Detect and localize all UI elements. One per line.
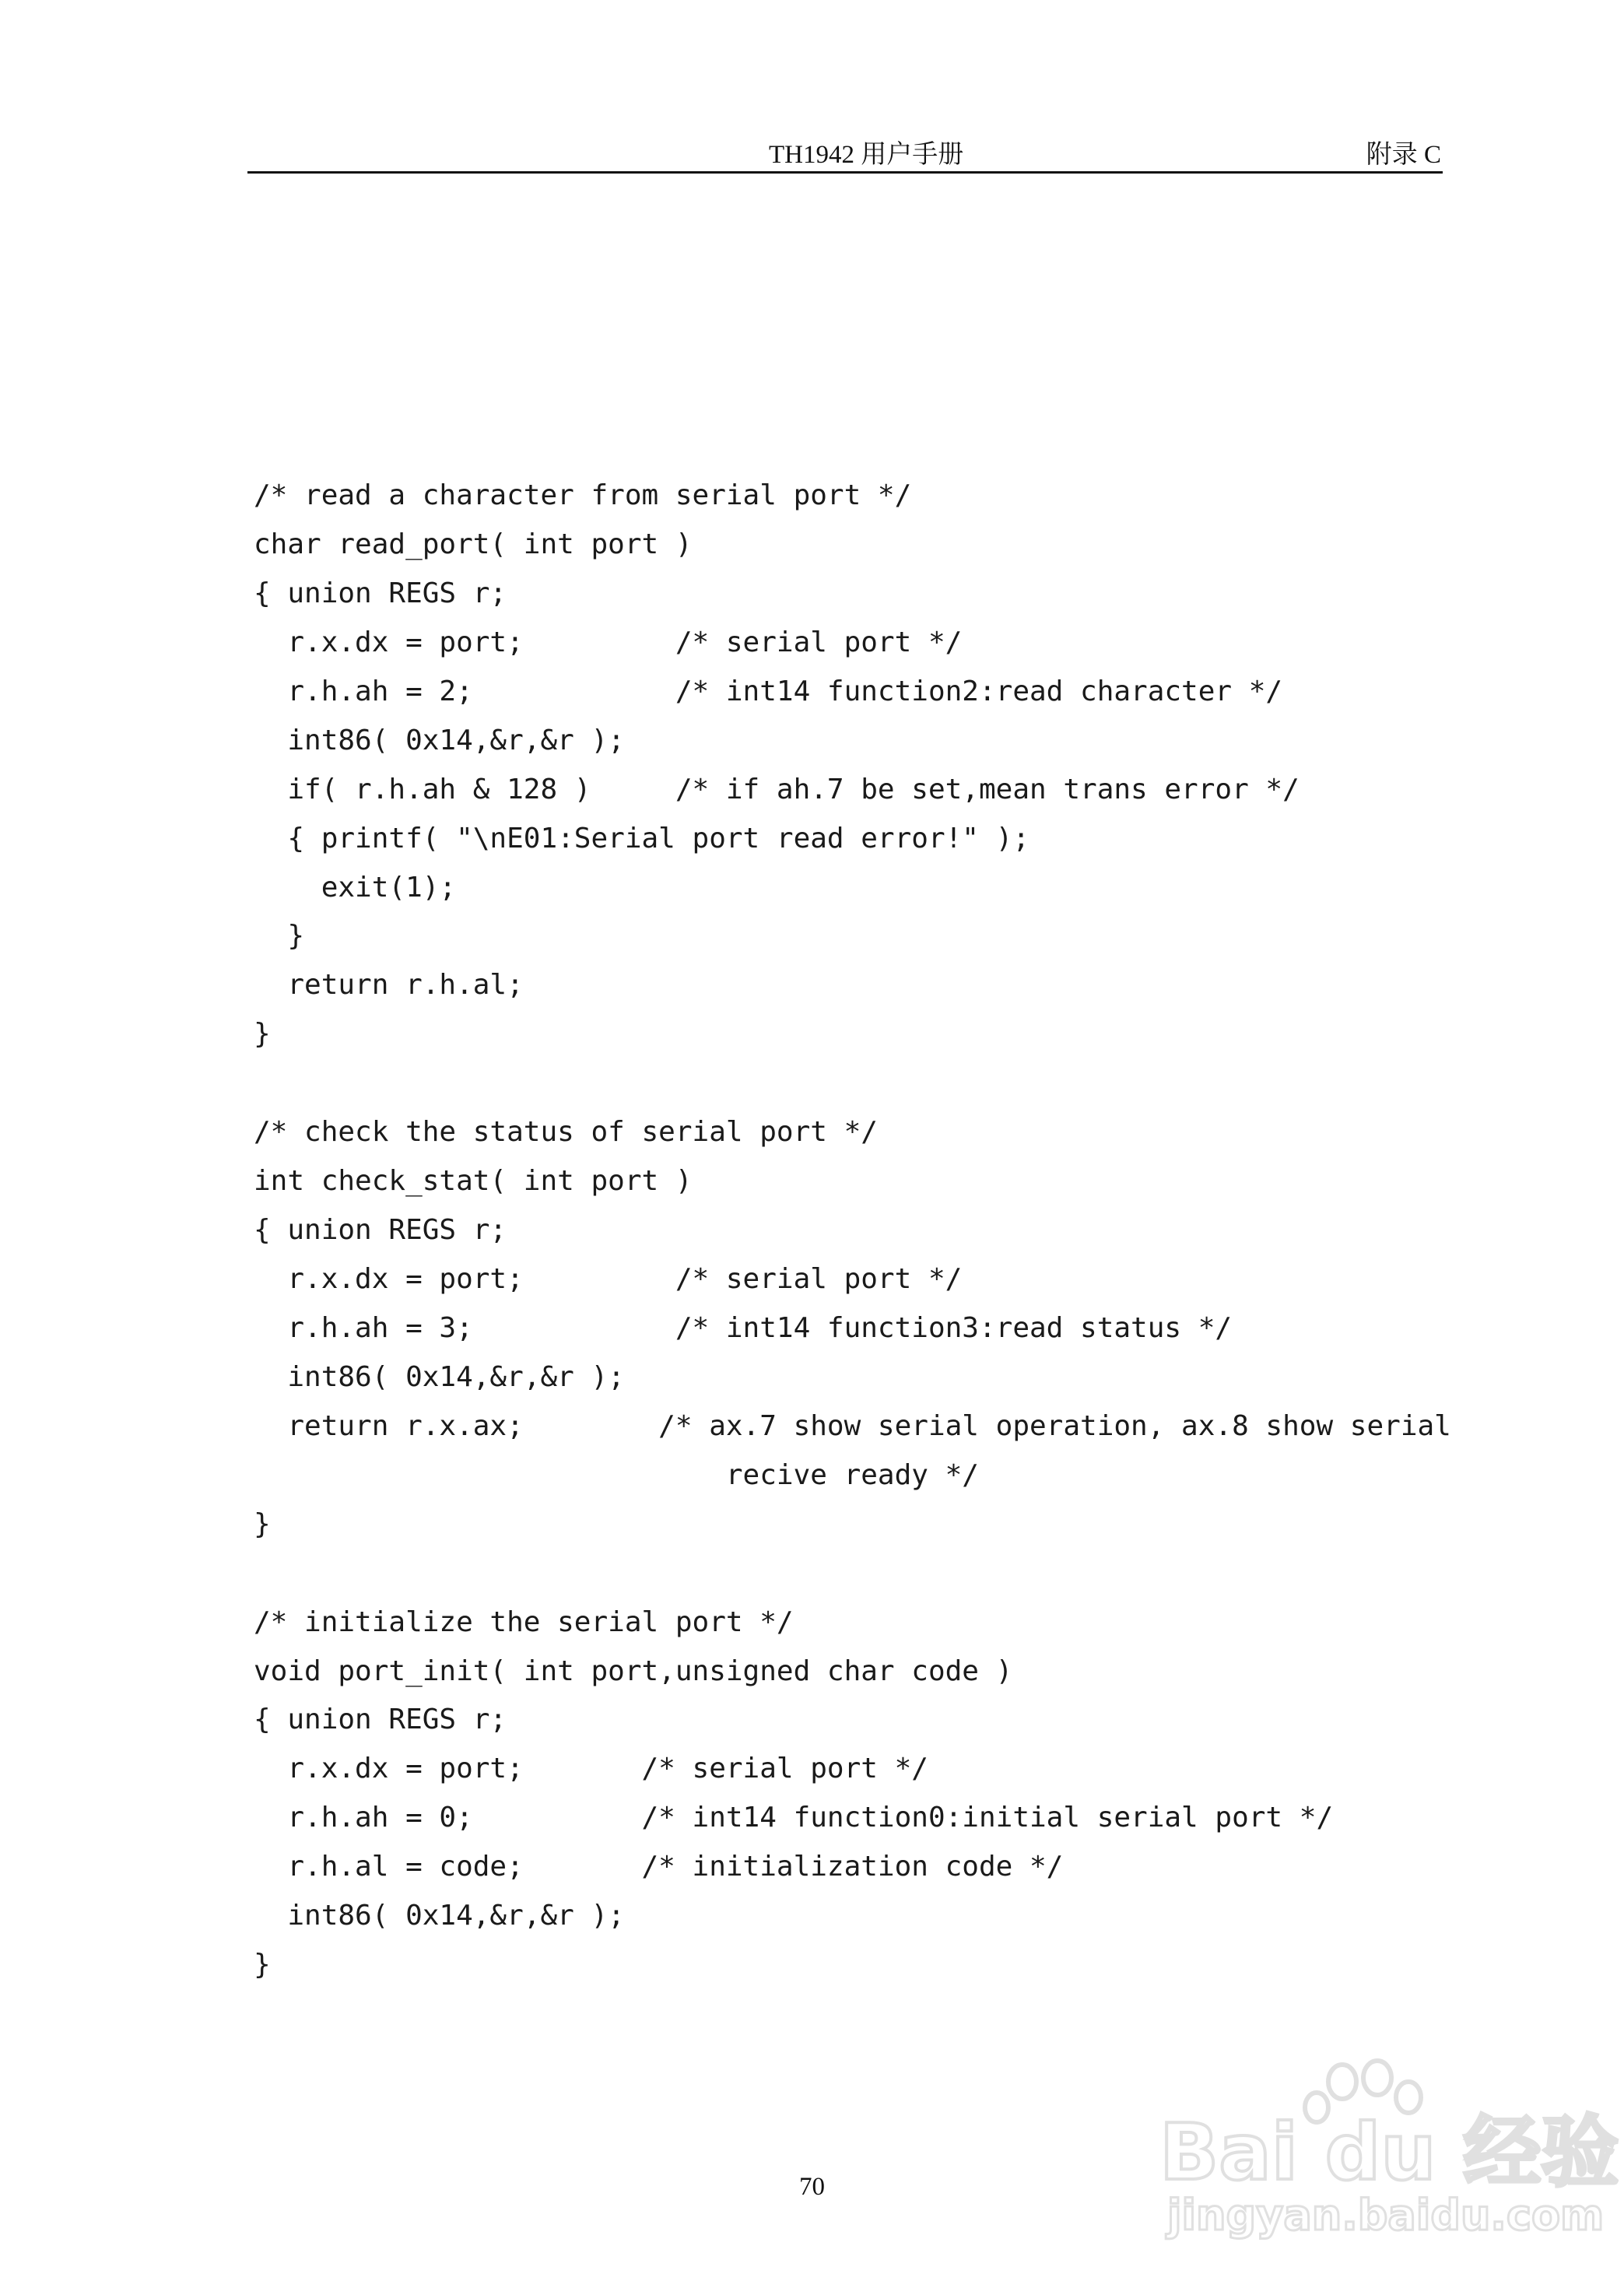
code-line: { union REGS r; — [254, 1704, 507, 1736]
code-line: /* initialize the serial port */ — [254, 1605, 794, 1638]
code-line: } — [254, 1507, 271, 1540]
code-line: /* read a character from serial port */ — [254, 479, 912, 511]
code-listing — [254, 472, 1451, 1990]
code-line: exit(1); — [254, 871, 457, 904]
header-rule — [247, 171, 1443, 174]
code-line: r.h.al = code; /* initialization code */ — [254, 1851, 1064, 1883]
code-line: r.x.dx = port; /* serial port */ — [254, 1753, 928, 1785]
code-line: int86( 0x14,&r,&r ); — [254, 724, 625, 756]
code-line — [254, 1059, 1451, 1108]
code-line: } — [254, 920, 305, 953]
watermark-url-text: jingyan.baidu.com — [1167, 2191, 1605, 2240]
code-line: } — [254, 1949, 271, 1981]
code-line: { union REGS r; — [254, 577, 507, 609]
code-line: r.h.ah = 2; /* int14 function2:read character */ — [254, 675, 1283, 707]
code-line: int86( 0x14,&r,&r ); — [254, 1360, 625, 1393]
code-line: r.x.dx = port; /* serial port */ — [254, 1263, 963, 1295]
code-line: return r.h.al; — [254, 969, 524, 1002]
code-line: recive ready */ — [254, 1458, 979, 1491]
code-line: char read_port( int port ) — [254, 528, 693, 560]
code-line: if( r.h.ah & 128 ) /* if ah.7 be set,mean trans error */ — [254, 773, 1300, 805]
code-line: int check_stat( int port ) — [254, 1165, 693, 1198]
code-line: } — [254, 1018, 271, 1051]
code-line — [254, 1549, 1451, 1598]
code-line: r.h.ah = 0; /* int14 function0:initial serial port */ — [254, 1802, 1334, 1834]
code-line: /* check the status of serial port */ — [254, 1116, 878, 1149]
watermark-graphic — [1152, 2055, 1619, 2241]
code-line: { union REGS r; — [254, 1214, 507, 1247]
header-appendix-label: 附录 C — [1366, 141, 1441, 169]
code-line: int86( 0x14,&r,&r ); — [254, 1900, 625, 1932]
header-title: TH1942 用户手册 — [769, 141, 964, 169]
code-line: return r.x.ax; /* ax.7 show serial operation, ax.8 show serial — [254, 1409, 1451, 1442]
page-number: 70 — [799, 2173, 825, 2201]
code-line: void port_init( int port,unsigned char code ) — [254, 1655, 1013, 1687]
baidu-jingyan-watermark — [1152, 2055, 1619, 2241]
watermark-brand-text: Bai du 经验 — [1159, 2107, 1619, 2198]
code-line: r.x.dx = port; /* serial port */ — [254, 626, 963, 658]
code-line: r.h.ah = 3; /* int14 function3:read status */ — [254, 1311, 1233, 1344]
code-line: { printf( "\nE01:Serial port read error!" ); — [254, 822, 1029, 854]
